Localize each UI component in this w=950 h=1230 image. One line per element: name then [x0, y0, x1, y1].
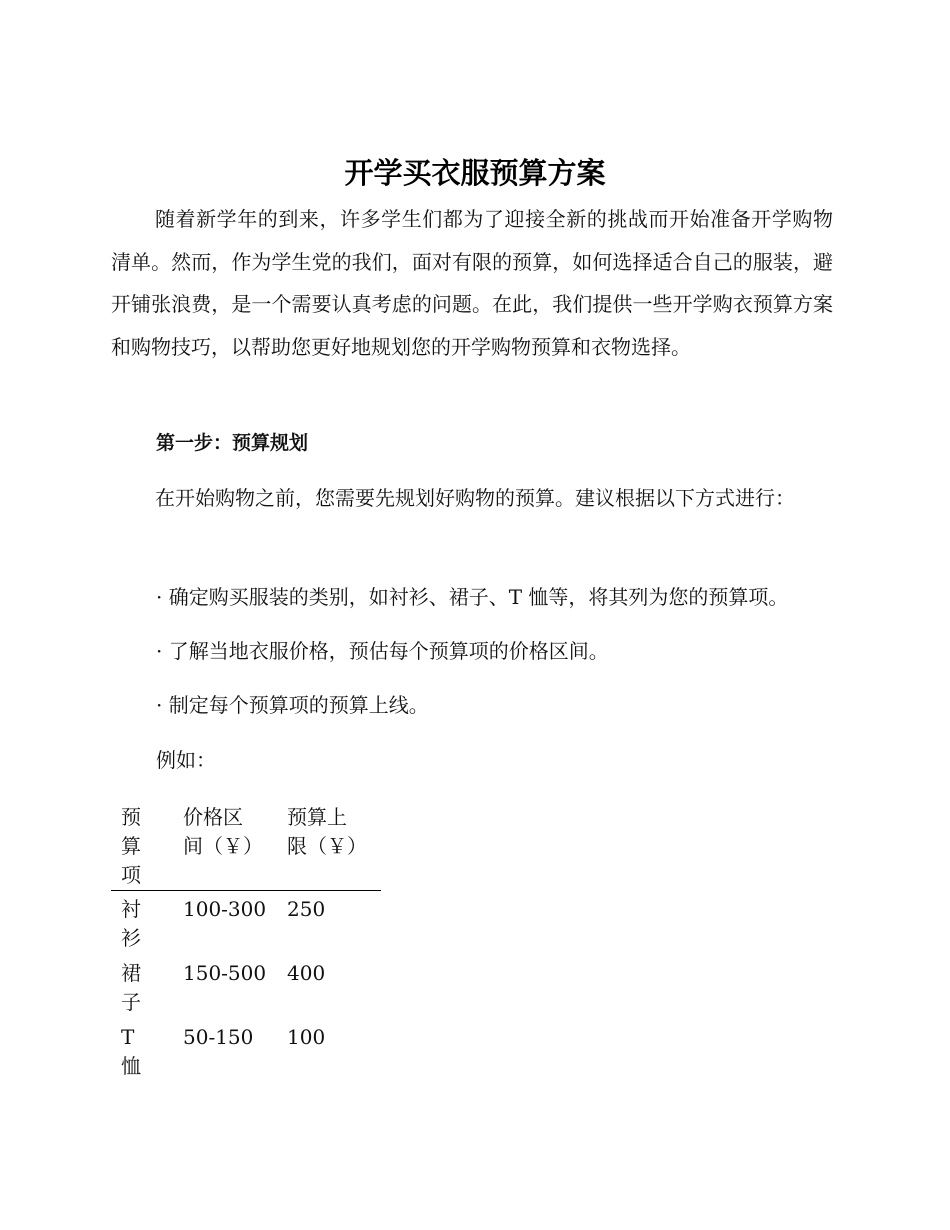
table-header-cell: 价格区间（￥）	[183, 801, 287, 891]
example-label: 例如：	[156, 748, 216, 772]
document-title: 开学买衣服预算方案	[344, 156, 606, 190]
table-header-cell: 预算项	[111, 801, 183, 891]
table-row	[111, 891, 381, 956]
table-cell: 150-500	[183, 961, 267, 985]
table-header-cell: 预算上限（￥）	[287, 801, 381, 891]
table-row	[111, 955, 381, 1019]
budget-table	[111, 801, 381, 1083]
step1-paragraph: 在开始购物之前，您需要先规划好购物的预算。建议根据以下方式进行：	[155, 486, 795, 510]
bullet-item: · 制定每个预算项的预算上线。	[156, 693, 429, 717]
table-cell: 50-150	[183, 1025, 254, 1049]
table-header-row	[111, 801, 381, 891]
table-cell: 100-300	[183, 897, 267, 921]
bullet-item: · 了解当地衣服价格，预估每个预算项的价格区间。	[156, 639, 609, 663]
table-cell: 400	[287, 961, 326, 985]
step1-heading: 第一步：预算规划	[156, 432, 309, 454]
table-cell: 250	[287, 897, 326, 921]
bullet-item: · 确定购买服装的类别，如衬衫、裙子、T 恤等，将其列为您的预算项。	[156, 585, 789, 609]
table-cell: 裙子	[121, 961, 141, 1014]
table-cell: 衬衫	[121, 897, 141, 950]
table-row	[111, 1019, 381, 1083]
intro-paragraph: 随着新学年的到来，许多学生们都为了迎接全新的挑战而开始准备开学购物清单。然而，作为学生党的我们，面对有限的预算，如何选择适合自己的服装，避开铺张浪费，是一个需要认真考虑的问题。在此，我们提供一些开学购衣预算方案和购物技巧，以帮助您更好地规划您的开学购物预算和衣物选择。	[111, 207, 833, 359]
table-cell: 100	[287, 1025, 326, 1049]
table-cell: T 恤	[121, 1025, 141, 1078]
